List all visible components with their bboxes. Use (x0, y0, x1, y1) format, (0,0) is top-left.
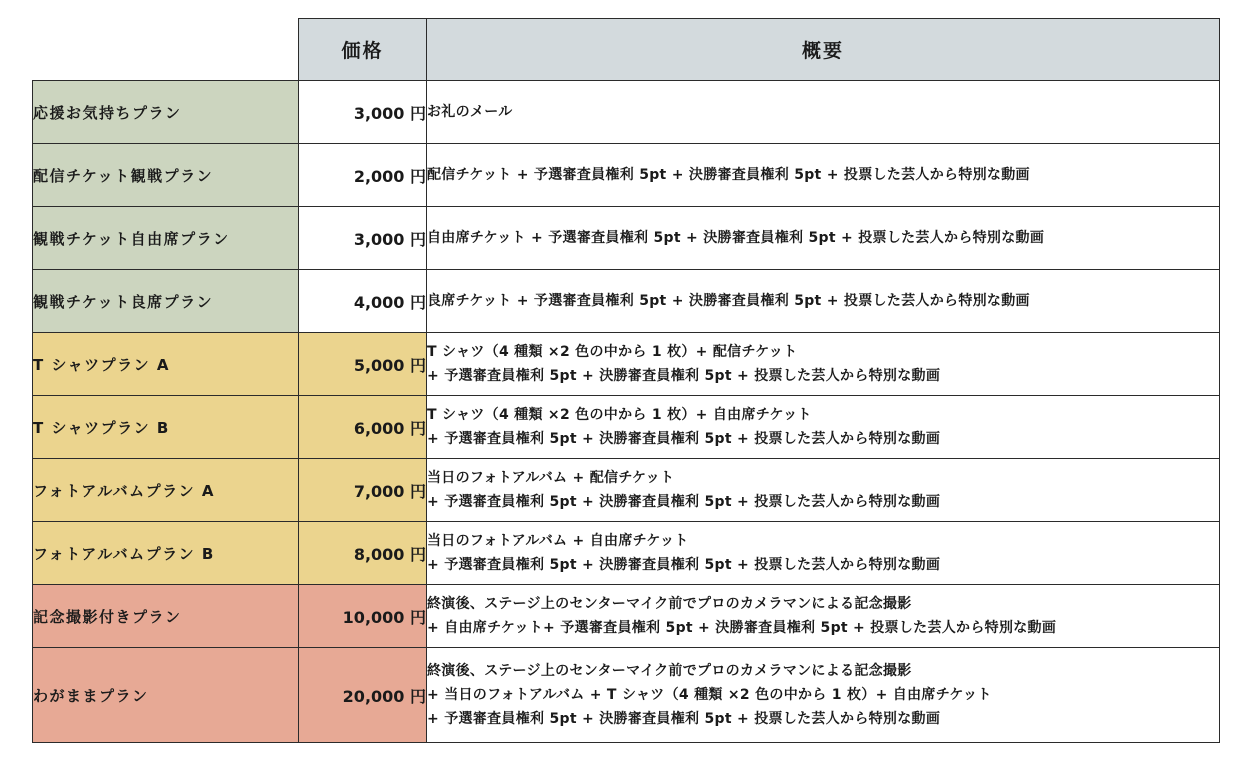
plan-summary (427, 81, 1220, 144)
plan-summary (427, 396, 1220, 459)
plan-summary (427, 207, 1220, 270)
plan-summary (427, 648, 1220, 743)
plan-name: 記念撮影付きプラン (33, 585, 299, 648)
plan-name: わがままプラン (33, 648, 299, 743)
summary-line: 配信チケット + 予選審査員権利 5pt + 決勝審査員権利 5pt + 投票した芸人から特別な動画 (427, 167, 1030, 183)
summary-line: + 予選審査員権利 5pt + 決勝審査員権利 5pt + 投票した芸人から特別な動画 (427, 431, 941, 447)
summary-line: お礼のメール (427, 104, 513, 120)
plan-row (33, 396, 1220, 459)
header-row (33, 19, 1220, 81)
plan-name: T シャツプラン B (33, 396, 299, 459)
plan-name: 観戦チケット自由席プラン (33, 207, 299, 270)
summary-line: 良席チケット + 予選審査員権利 5pt + 決勝審査員権利 5pt + 投票した芸人から特別な動画 (427, 293, 1030, 309)
plans-table (32, 18, 1220, 743)
plan-price: 3,000 円 (299, 207, 427, 270)
plan-row (33, 333, 1220, 396)
summary-line: 当日のフォトアルバム + 配信チケット (427, 470, 675, 486)
summary-line: + 予選審査員権利 5pt + 決勝審査員権利 5pt + 投票した芸人から特別な動画 (427, 557, 941, 573)
plan-price: 4,000 円 (299, 270, 427, 333)
summary-line: 終演後、ステージ上のセンターマイク前でプロのカメラマンによる記念撮影 (427, 596, 912, 612)
plan-price: 5,000 円 (299, 333, 427, 396)
summary-line: 当日のフォトアルバム + 自由席チケット (427, 533, 689, 549)
plan-summary (427, 333, 1220, 396)
price-header: 価格 (299, 19, 427, 81)
plan-price: 6,000 円 (299, 396, 427, 459)
plan-price: 10,000 円 (299, 585, 427, 648)
plan-price: 7,000 円 (299, 459, 427, 522)
plan-name: フォトアルバムプラン B (33, 522, 299, 585)
summary-line: T シャツ（4 種類 ×2 色の中から 1 枚）+ 配信チケット (427, 344, 798, 360)
plan-name: 配信チケット観戦プラン (33, 144, 299, 207)
plan-summary (427, 270, 1220, 333)
plan-row (33, 459, 1220, 522)
header-corner (33, 19, 299, 81)
plan-row (33, 522, 1220, 585)
plan-name: 観戦チケット良席プラン (33, 270, 299, 333)
summary-line: T シャツ（4 種類 ×2 色の中から 1 枚）+ 自由席チケット (427, 407, 812, 423)
plan-price: 2,000 円 (299, 144, 427, 207)
plan-row (33, 585, 1220, 648)
summary-line: + 予選審査員権利 5pt + 決勝審査員権利 5pt + 投票した芸人から特別な動画 (427, 494, 941, 510)
plan-summary (427, 522, 1220, 585)
plan-row (33, 270, 1220, 333)
summary-line: + 自由席チケット+ 予選審査員権利 5pt + 決勝審査員権利 5pt + 投票した芸人から特別な動画 (427, 620, 1057, 636)
plan-summary (427, 144, 1220, 207)
summary-line: 自由席チケット + 予選審査員権利 5pt + 決勝審査員権利 5pt + 投票した芸人から特別な動画 (427, 230, 1045, 246)
plan-row (33, 144, 1220, 207)
plan-price: 20,000 円 (299, 648, 427, 743)
plan-row (33, 81, 1220, 144)
summary-line: + 当日のフォトアルバム + T シャツ（4 種類 ×2 色の中から 1 枚）+ 自由席チケット (427, 687, 992, 703)
plan-row (33, 648, 1220, 743)
plan-name: T シャツプラン A (33, 333, 299, 396)
summary-header: 概要 (427, 19, 1220, 81)
plan-name: フォトアルバムプラン A (33, 459, 299, 522)
summary-line: + 予選審査員権利 5pt + 決勝審査員権利 5pt + 投票した芸人から特別な動画 (427, 711, 941, 727)
plan-price: 3,000 円 (299, 81, 427, 144)
plan-summary (427, 459, 1220, 522)
summary-line: + 予選審査員権利 5pt + 決勝審査員権利 5pt + 投票した芸人から特別な動画 (427, 368, 941, 384)
plan-summary (427, 585, 1220, 648)
plan-name: 応援お気持ちプラン (33, 81, 299, 144)
plan-row (33, 207, 1220, 270)
summary-line: 終演後、ステージ上のセンターマイク前でプロのカメラマンによる記念撮影 (427, 663, 912, 679)
plan-price: 8,000 円 (299, 522, 427, 585)
